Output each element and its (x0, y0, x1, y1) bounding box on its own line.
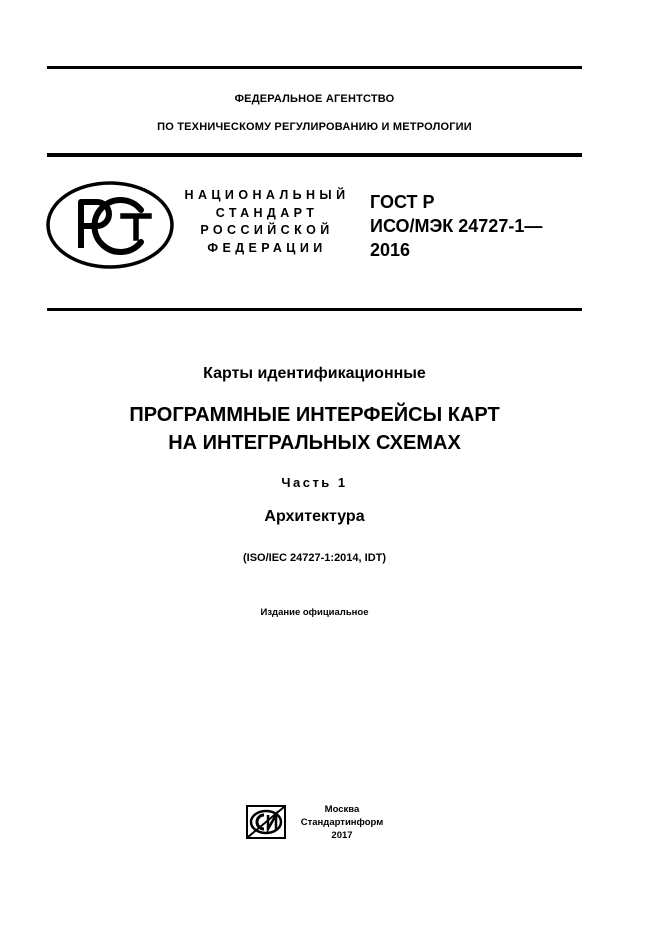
document-subtitle: Карты идентификационные (203, 365, 426, 382)
agency-line-2: ПО ТЕХНИЧЕСКОМУ РЕГУЛИРОВАНИЮ И МЕТРОЛОГИИ (157, 121, 472, 133)
publisher-name: Стандартинформ (300, 817, 384, 828)
national-standard-line-4: ФЕДЕРАЦИИ (207, 240, 327, 255)
designation-line-2: ИСО/МЭК 24727-1— (370, 216, 543, 236)
title-line-2: НА ИНТЕГРАЛЬНЫХ СХЕМАХ (168, 432, 461, 454)
publisher-block (292, 803, 392, 842)
publisher-year: 2017 (331, 830, 353, 841)
standartinform-logo-icon (246, 805, 286, 839)
document-title (47, 401, 582, 457)
edition-note: Издание официальное (260, 607, 369, 618)
designation-line-3: 2016 (370, 240, 411, 260)
title-line-1: ПРОГРАММНЫЕ ИНТЕРФЕЙСЫ КАРТ (129, 404, 500, 426)
header-rule (47, 153, 582, 157)
agency-line-1: ФЕДЕРАЛЬНОЕ АГЕНТСТВО (234, 93, 395, 105)
publisher-city: Москва (324, 804, 360, 815)
top-rule (47, 66, 582, 69)
national-standard-label (178, 187, 356, 257)
national-standard-line-1: НАЦИОНАЛЬНЫЙ (184, 188, 350, 202)
designation-line-1: ГОСТ Р (370, 192, 435, 212)
part-title: Архитектура (264, 508, 365, 525)
designation-rule (47, 308, 582, 311)
standard-designation (370, 190, 585, 262)
iso-reference: (ISO/IEC 24727-1:2014, IDT) (242, 552, 387, 564)
rst-gost-emblem-icon (45, 180, 175, 270)
part-number: Часть 1 (281, 475, 348, 490)
national-standard-line-3: РОССИЙСКОЙ (200, 223, 334, 237)
national-standard-line-2: СТАНДАРТ (215, 205, 319, 220)
